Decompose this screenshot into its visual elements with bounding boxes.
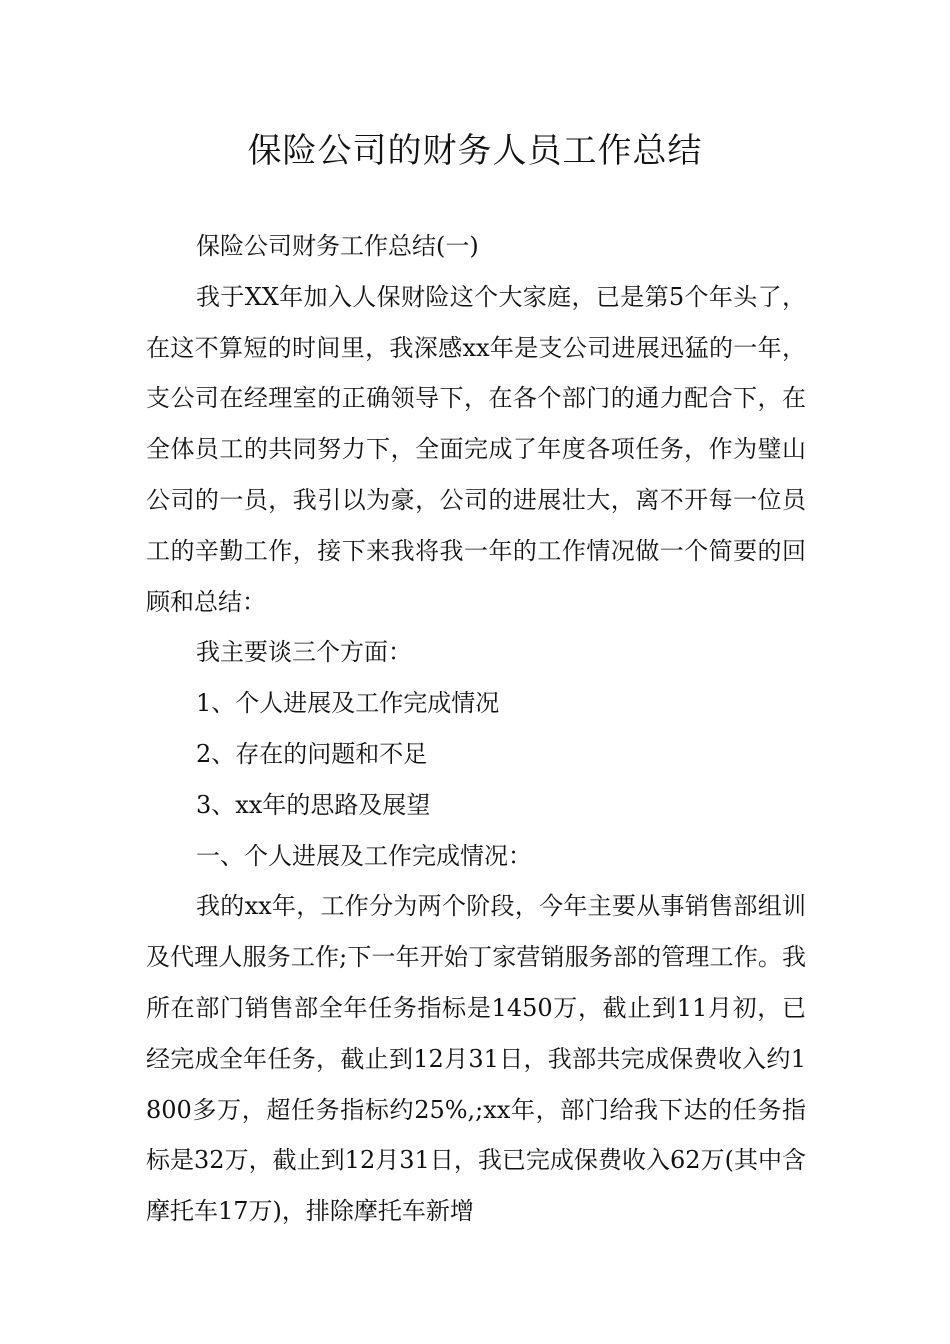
body-paragraph: 我的xx年，工作分为两个阶段，今年主要从事销售部组训及代理人服务工作;下一年开始丁家营销服务部的管理工作。我所在部门销售部全年任务指标是1450万，截止到11月初，已经完成全年任务，截止到12月31日，我部共完成保费收入约1800多万，超任务指标约25%,;xx年，部门给我下达的任务指标是32万，截止到12月31日，我已完成保费收入62万(其中含摩托车17万)，排除摩托车新增 [146,892,806,1226]
subsection-heading: 一、个人进展及工作完成情况： [196,841,532,870]
document-body [146,221,806,1237]
list-item: 2、存在的问题和不足 [196,739,428,768]
list-item: 3、xx年的思路及展望 [196,790,431,819]
document-title: 保险公司的财务人员工作总结 [247,131,703,171]
list-item: 1、个人进展及工作完成情况 [196,689,500,718]
overview-paragraph: 我主要谈三个方面： [196,638,412,667]
section-heading: 保险公司财务工作总结(一) [196,232,479,260]
intro-paragraph: 我于XX年加入人保财险这个大家庭，已是第5个年头了，在这不算短的时间里，我深感xx年是支公司进展迅猛的一年，支公司在经理室的正确领导下，在各个部门的通力配合下，在全体员工的共同努力下，全面完成了年度各项任务，作为璧山公司的一员，我引以为豪，公司的进展壮大，离不开每一位员工的辛勤工作，接下来我将我一年的工作情况做一个简要的回顾和总结： [146,282,806,616]
